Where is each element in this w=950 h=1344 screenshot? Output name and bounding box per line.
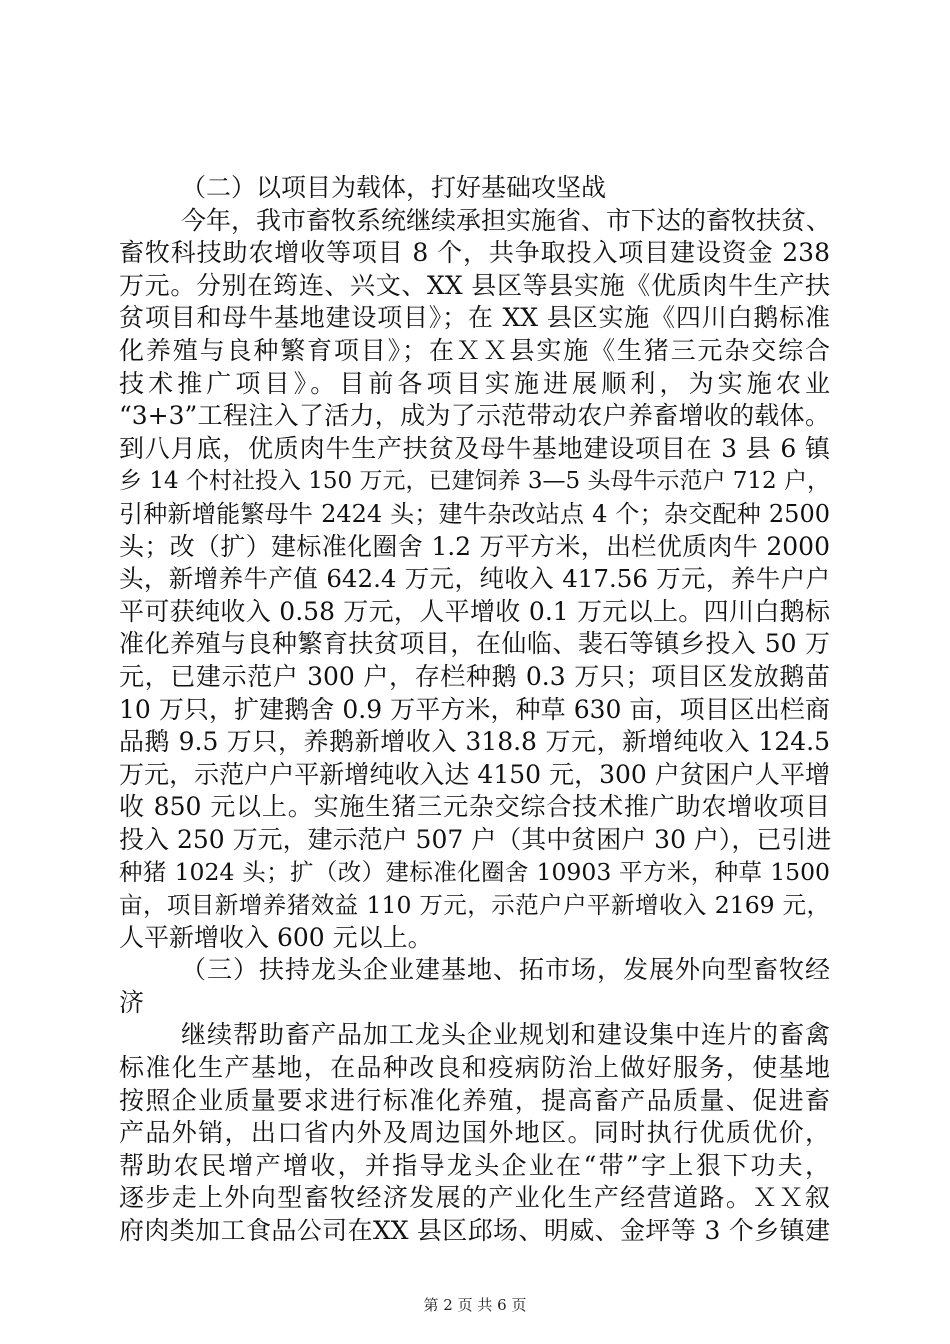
paragraph-line: 引种新增能繁母牛 2424 头；建牛杂改站点 4 个；杂交配种 2500 (119, 499, 830, 528)
paragraph-line: 逐步走上外向型畜牧经济发展的产业化生产经营道路。ＸＸ叙 (119, 1183, 830, 1213)
document-body (119, 172, 830, 1248)
paragraph-line: 万元，示范户户平新增纯收入达 4150 元，300 户贫困户人平增 (119, 759, 830, 789)
paragraph-line: 畜牧科技助农增收等项目 8 个，共争取投入项目建设资金 238 (119, 238, 830, 268)
paragraph-line: 化养殖与良种繁育项目》；在ＸＸ县实施《生猪三元杂交综合 (119, 335, 830, 365)
paragraph-line: 人平新增收入 600 元以上。 (119, 922, 433, 952)
paragraph-line: 府肉类加工食品公司在XX 县区邱场、明威、金坪等 3 个乡镇建 (119, 1216, 830, 1245)
paragraph-line: 按照企业质量要求进行标准化养殖，提高畜产品质量、促进畜 (119, 1085, 830, 1115)
section-heading-3: （三）扶持龙头企业建基地、拓市场，发展外向型畜牧经 (181, 955, 830, 985)
paragraph-line: 平可获纯收入 0.58 万元，人平增收 0.1 万元以上。四川白鹅标 (119, 596, 830, 626)
paragraph-line: 头，新增养牛产值 642.4 万元，纯收入 417.56 万元，养牛户户 (119, 564, 830, 594)
paragraph-line: 继续帮助畜产品加工龙头企业规划和建设集中连片的畜禽 (181, 1020, 830, 1050)
page-number-footer: 第 2 页 共 6 页 (423, 1296, 527, 1314)
section-heading-2: （二）以项目为载体，打好基础攻坚战 (181, 173, 607, 202)
paragraph-line: 乡 14 个村社投入 150 万元，已建饲养 3—5 头母牛示范户 712 户， (119, 468, 830, 495)
paragraph-line: 头；改（扩）建标准化圈舍 1.2 万平方米，出栏优质肉牛 2000 (119, 531, 830, 561)
paragraph-line: 帮助农民增产增收，并指导龙头企业在“带”字上狠下功夫， (119, 1150, 830, 1180)
paragraph-line: 到八月底，优质肉牛生产扶贫及母牛基地建设项目在 3 县 6 镇 (119, 433, 830, 463)
paragraph-line: 万元。分别在筠连、兴文、XX 县区等县实施《优质肉牛生产扶 (119, 270, 830, 300)
paragraph-line: 元，已建示范户 300 户，存栏种鹅 0.3 万只；项目区发放鹅苗 (119, 661, 830, 691)
paragraph-line: 今年，我市畜牧系统继续承担实施省、市下达的畜牧扶贫、 (181, 205, 832, 235)
paragraph-line: 标准化生产基地，在品种改良和疫病防治上做好服务，使基地 (119, 1053, 830, 1083)
paragraph-line: 收 850 元以上。实施生猪三元杂交综合技术推广助农增收项目 (119, 792, 830, 822)
paragraph-line: 产品外销，出口省内外及周边国外地区。同时执行优质优价， (119, 1118, 830, 1148)
section-heading-3-continued: 济 (119, 987, 145, 1017)
paragraph-line: 10 万只，扩建鹅舍 0.9 万平方米，种草 630 亩，项目区出栏商 (119, 694, 830, 724)
paragraph-line: “3+3”工程注入了活力，成为了示范带动农户养畜增收的载体。 (119, 401, 830, 431)
paragraph-line: 投入 250 万元，建示范户 507 户（其中贫困户 30 户），已引进 (119, 824, 832, 854)
paragraph-line: 亩，项目新增养猪效益 110 万元，示范户户平新增收入 2169 元， (119, 891, 830, 920)
paragraph-line: 种猪 1024 头；扩（改）建标准化圈舍 10903 平方米，种草 1500 (119, 858, 830, 887)
paragraph-line: 准化养殖与良种繁育扶贫项目，在仙临、裴石等镇乡投入 50 万 (119, 629, 830, 659)
paragraph-line: 技术推广项目》。目前各项目实施进展顺利，为实施农业 (119, 368, 830, 398)
paragraph-line: 品鹅 9.5 万只，养鹅新增收入 318.8 万元，新增纯收入 124.5 (119, 727, 830, 757)
paragraph-line: 贫项目和母牛基地建设项目》；在 XX 县区实施《四川白鹅标准 (119, 303, 830, 333)
